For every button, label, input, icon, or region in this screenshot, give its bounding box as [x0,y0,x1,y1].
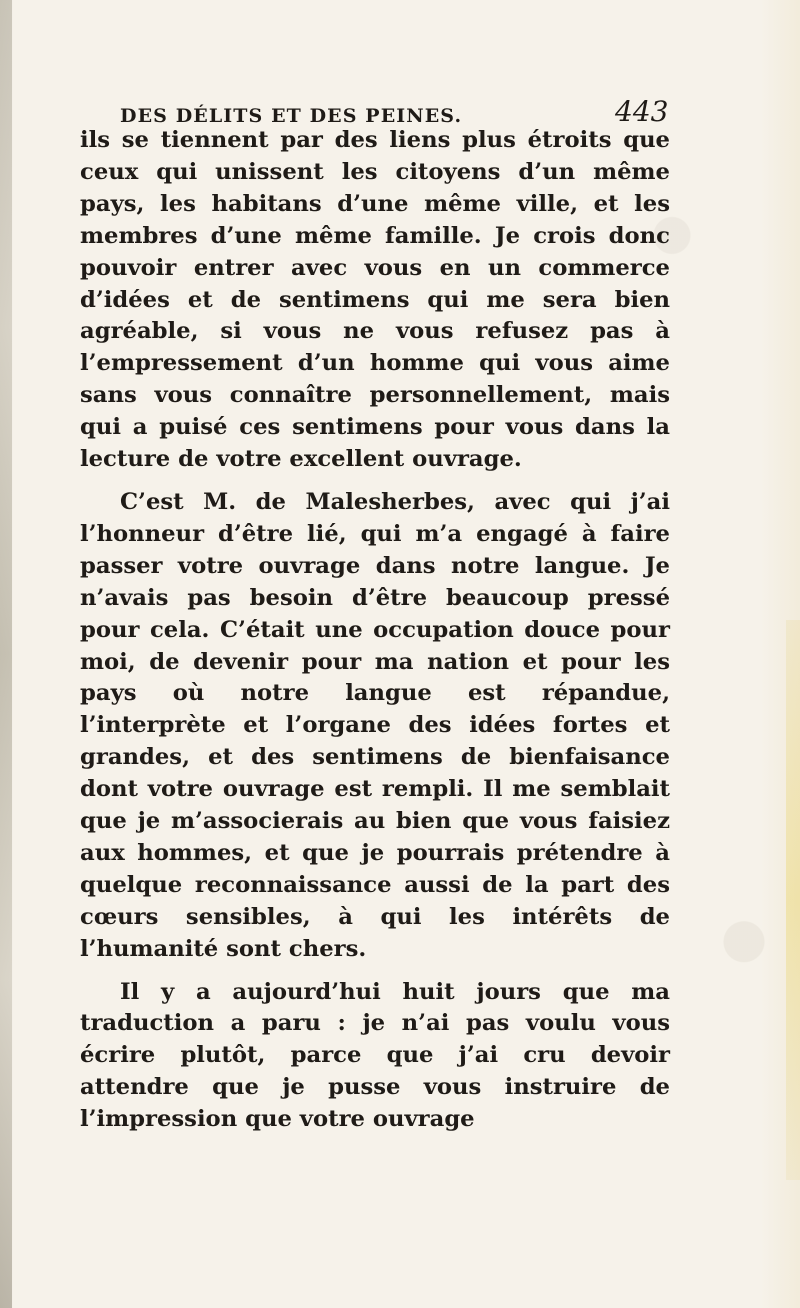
page-text [80,125,670,1136]
paper-stain [786,620,800,1180]
paragraph-1: ils se tiennent par des liens plus étroits que ceux qui unissent les citoyens d’un même pays, les habitans d’une même ville, et les membres d’une même famille. Je crois donc pouvoir entrer avec vous en un commerce d’idées et de sentimens qui me sera bien agréable, si vous ne vous refusez pas à l’empressement d’un homme qui vous aime sans vous connaître personnellement, mais qui a puisé ces sentimens pour vous dans la lecture de votre excellent ouvrage. [80,127,670,473]
page-number: 443 [615,95,669,128]
paragraph-2: C’est M. de Malesherbes, avec qui j’ai l’honneur d’être lié, qui m’a engagé à faire passer votre ouvrage dans notre langue. Je n’avais pas besoin d’être beaucoup pressé pour cela. C’était une occupation douce pour moi, de devenir pour ma nation et pour les pays où notre langue est répandue, l’interprète et l’organe des idées fortes et grandes, et des sentimens de bienfaisance dont votre ouvrage est rempli. Il me semblait que je m’associerais au bien que vous faisiez aux hommes, et que je pourrais prétendre à quelque reconnaissance aussi de la part des cœurs sensibles, à qui les intérêts de l’humanité sont chers. [80,488,670,962]
paragraph-3: Il y a aujourd’hui huit jours que ma traduction a paru : je n’ai pas voulu vous écrire plutôt, parce que j’ai cru devoir attendre que je pusse vous instruire de l’impression que votre ouvrage [80,978,670,1133]
page-binding-edge [0,0,12,1308]
running-title: DES DÉLITS ET DES PEINES. [120,105,463,127]
